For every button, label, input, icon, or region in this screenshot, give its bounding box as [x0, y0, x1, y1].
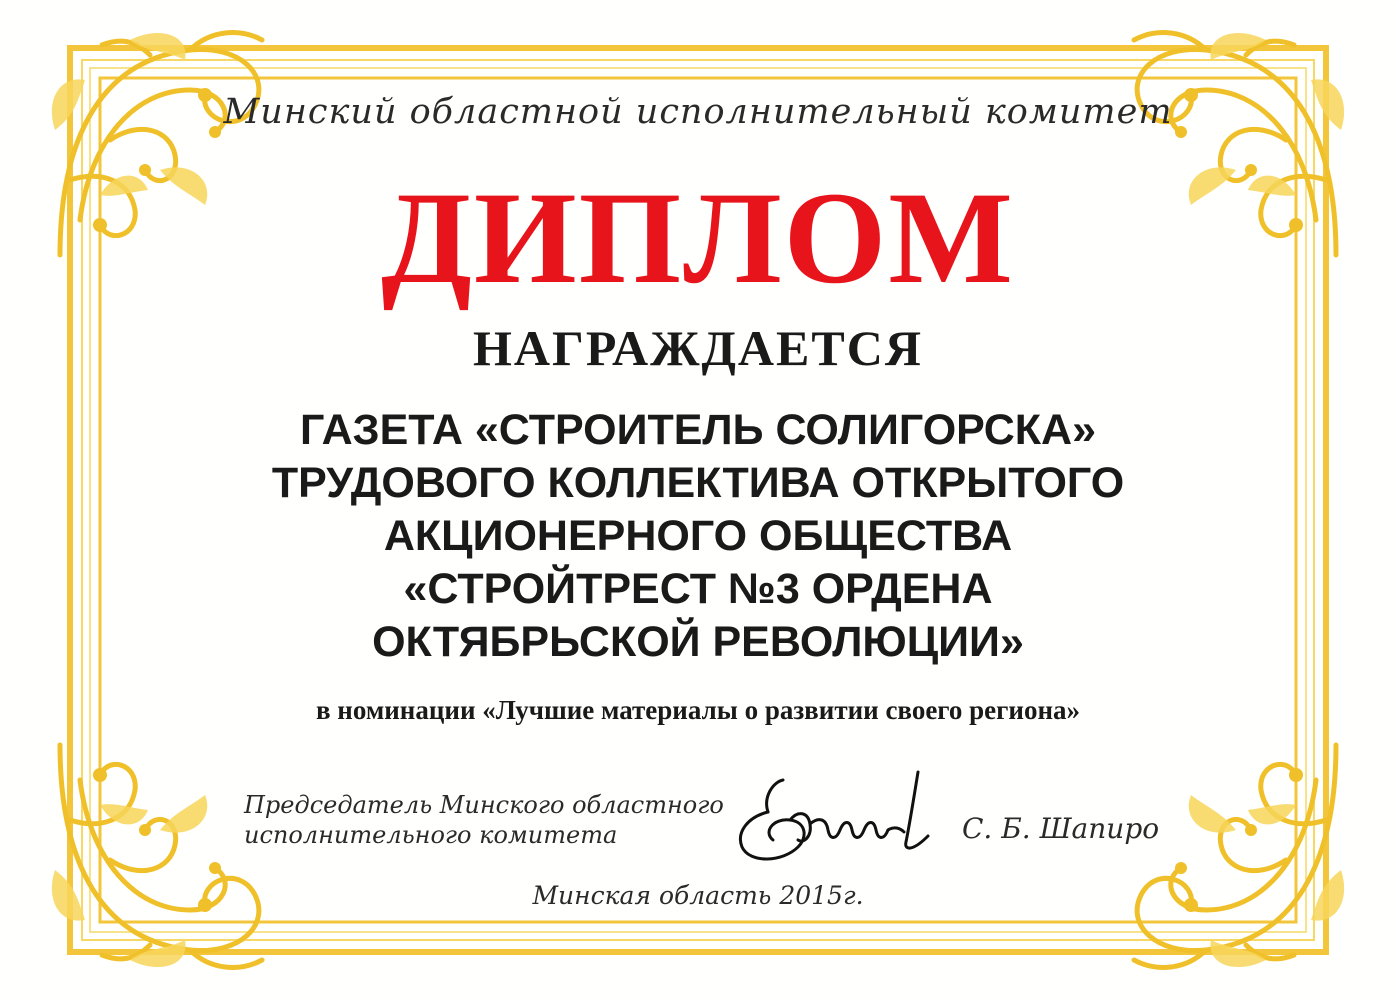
recipient-line: ГАЗЕТА «СТРОИТЕЛЬ СОЛИГОРСКА» [299, 406, 1097, 454]
recipient-line: АКЦИОНЕРНОГО ОБЩЕСТВА [383, 512, 1013, 560]
recipient-line: ОКТЯБРЬСКОЙ РЕВОЛЮЦИИ» [372, 618, 1024, 666]
signer-title-line: исполнительного комитета [244, 821, 618, 849]
recipient-line: ТРУДОВОГО КОЛЛЕКТИВА ОТКРЫТОГО [271, 459, 1125, 507]
signer-title-line: Председатель Минского областного [244, 791, 724, 819]
corner-ornament-icon [40, 730, 290, 980]
nomination-text: в номинации «Лучшие материалы о развитии своего региона» [315, 695, 1081, 725]
awarded-label: НАГРАЖДАЕТСЯ [473, 320, 923, 376]
signer-name: С. Б. Шапиро [962, 812, 1160, 845]
recipient-line: «СТРОЙТРЕСТ №3 ОРДЕНА [403, 565, 993, 613]
diploma-title: ДИПЛОМ [381, 164, 1015, 311]
place-date: Минская область 2015г. [532, 881, 864, 910]
issuer-heading: Минский областной исполнительный комитет [223, 92, 1173, 132]
corner-ornament-icon [1106, 730, 1356, 980]
signer-title [244, 790, 724, 850]
recipient-name [0, 404, 1396, 669]
signature-icon [728, 762, 948, 872]
